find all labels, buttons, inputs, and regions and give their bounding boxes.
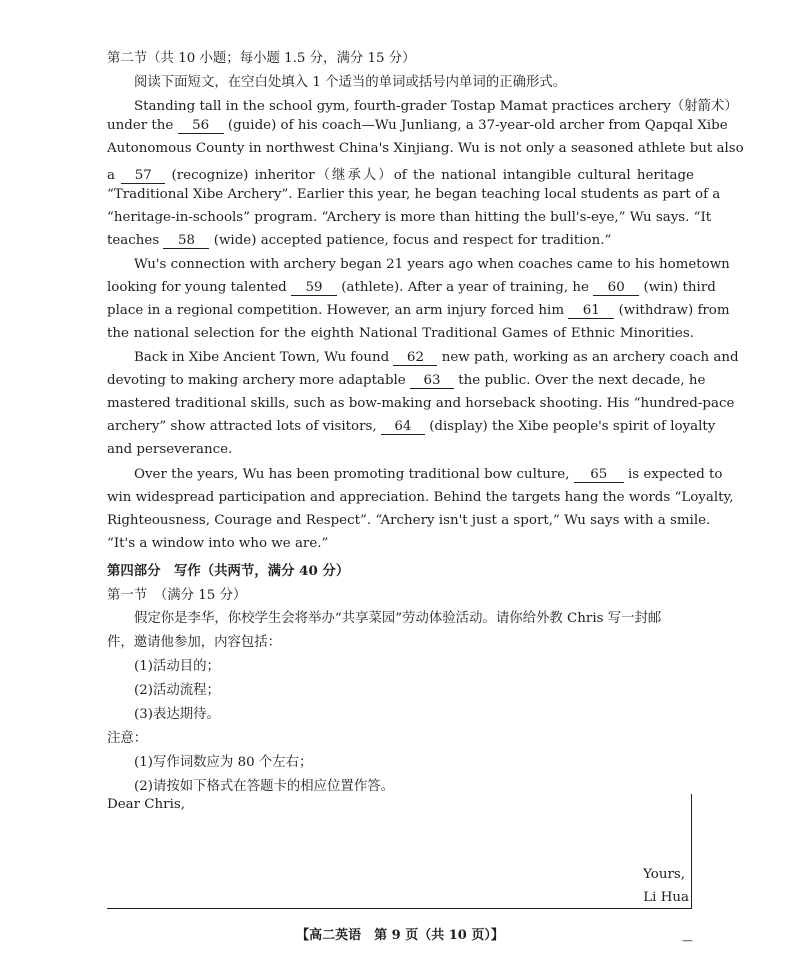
- letter-answer-box: [107, 794, 692, 909]
- writing-prompt: 假定你是李华，你校学生会将举办“共享菜园”劳动体验活动。请你给外教 Chris 写一封邮: [134, 611, 662, 626]
- note-item: (2)请按如下格式在答题卡的相应位置作答。: [134, 779, 394, 794]
- section-instruction: 阅读下面短文，在空白处填入 1 个适当的单词或括号内单词的正确形式。: [134, 75, 567, 90]
- passage-line: devoting to making archery more adaptable 63 the public. Over the next decade, he: [107, 373, 706, 388]
- passage-line: a 57 (recognize) inheritor（继承人）of the national intangible cultural heritage: [107, 168, 694, 183]
- passage-line: teaches 58 (wide) accepted patience, focus and respect for tradition.”: [107, 233, 612, 248]
- note-item: (1)写作词数应为 80 个左右；: [134, 755, 313, 770]
- passage-line: the national selection for the eighth National Traditional Games of Ethnic Minorities.: [107, 326, 694, 341]
- page-footer: 【高二英语 第 9 页（共 10 页）】: [296, 928, 504, 943]
- letter-signature: Li Hua: [643, 890, 689, 905]
- section-title: 第二节（共 10 小题；每小题 1.5 分，满分 15 分）: [107, 51, 416, 66]
- passage-line: Standing tall in the school gym, fourth-grader Tostap Mamat practices archery（射箭术）: [134, 99, 738, 114]
- passage-line: looking for young talented 59 (athlete). After a year of training, he 60 (win) third: [107, 280, 716, 295]
- passage-line: “Traditional Xibe Archery”. Earlier this year, he began teaching local students as part of a: [107, 187, 721, 202]
- passage-line: win widespread participation and appreciation. Behind the targets hang the words “Loyalty,: [107, 490, 734, 505]
- letter-salutation: Dear Chris,: [107, 797, 185, 812]
- passage-line: archery” show attracted lots of visitors, 64 (display) the Xibe people's spirit of loyalty: [107, 419, 716, 434]
- passage-line: Wu's connection with archery began 21 years ago when coaches came to his hometown: [134, 257, 730, 272]
- blank-56: 56: [178, 119, 224, 134]
- passage-line: Righteousness, Courage and Respect”. “Archery isn't just a sport,” Wu says with a smile.: [107, 513, 711, 528]
- passage-line: under the 56 (guide) of his coach—Wu Junliang, a 37-year-old archer from Qapqal Xibe: [107, 118, 728, 133]
- blank-63: 63: [410, 374, 454, 389]
- blank-57: 57: [121, 169, 165, 184]
- blank-60: 60: [593, 281, 639, 296]
- notes-title: 注意：: [107, 731, 148, 746]
- passage-line: Autonomous County in northwest China's Xinjiang. Wu is not only a seasoned athlete but also: [107, 141, 744, 156]
- section1-title: 第一节 （满分 15 分）: [107, 588, 247, 603]
- blank-58: 58: [163, 234, 209, 249]
- blank-59: 59: [291, 281, 337, 296]
- prompt-item: (1)活动目的；: [134, 659, 220, 674]
- blank-61: 61: [568, 304, 614, 319]
- passage-line: mastered traditional skills, such as bow-making and horseback shooting. His “hundred-pace: [107, 396, 735, 411]
- page-mark: —: [682, 934, 693, 947]
- passage-line: Back in Xibe Ancient Town, Wu found 62 new path, working as an archery coach and: [134, 350, 739, 365]
- letter-closing: Yours,: [643, 867, 685, 882]
- prompt-item: (2)活动流程；: [134, 683, 220, 698]
- blank-64: 64: [381, 420, 425, 435]
- prompt-item: (3)表达期待。: [134, 707, 220, 722]
- writing-prompt: 件，邀请他参加，内容包括：: [107, 635, 282, 650]
- passage-line: Over the years, Wu has been promoting traditional bow culture, 65 is expected to: [134, 467, 723, 482]
- passage-line: place in a regional competition. However, an arm injury forced him 61 (withdraw) from: [107, 303, 730, 318]
- passage-line: and perseverance.: [107, 442, 233, 457]
- passage-line: “It's a window into who we are.”: [107, 536, 329, 551]
- blank-65: 65: [574, 468, 624, 483]
- blank-62: 62: [393, 351, 437, 366]
- part4-title: 第四部分 写作（共两节，满分 40 分）: [107, 563, 350, 579]
- passage-line: “heritage-in-schools” program. “Archery is more than hitting the bull's-eye,” Wu says. “It: [107, 210, 712, 225]
